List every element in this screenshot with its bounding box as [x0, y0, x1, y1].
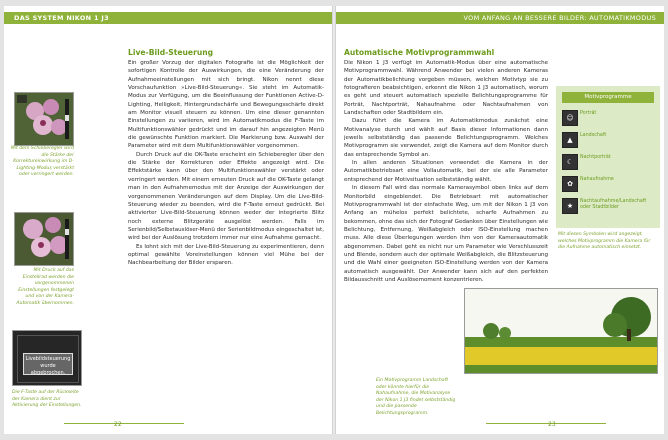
- motif-program-box: [556, 86, 660, 228]
- night-landscape-icon: ★: [562, 198, 578, 214]
- right-footer-rule: [486, 423, 606, 424]
- right-running-header: VOM ANFANG AN BESSERE BILDER: AUTOMATIKMODUS: [463, 14, 656, 22]
- closeup-icon: ✿: [562, 176, 578, 192]
- left-header-bar: [4, 12, 332, 24]
- orchid-dlighting-image: [15, 93, 73, 145]
- landscape-photo: [464, 288, 658, 374]
- landscape-caption: Ein Motivprogramm Landschaft oder könnte hierfür die Nahaufnahme, die Motivanalyse der Nikon 1 J3 findet selbstständig und die passende Belichtungsprogramm.: [376, 378, 456, 416]
- right-body-text: [344, 59, 548, 284]
- motif-box-title: Motivprogramme: [562, 92, 654, 103]
- left-paragraph: Ein großer Vorzug der digitalen Fotografie ist die Möglichkeit der sofortigen Kontrolle der Auswirkungen, die eine Veränderung der Aufnahmeeinstellungen mit sich bringt. Nikon nennt diese Vorschaufunktion »Live-Bild-Steuerung«. Sie steht im Automatik-Modus zur Verfügung, um die Beeinflussung der Funktionen Active-D-Lighting, Helligkeit, Hintergrundschärfe und Bewegungsschärfe direkt am Monitor visuell steuern zu können. Um eine dieser genannten Einstellungen zu variieren, wird im Automatikmodus die F-Taste im Multifunktionswähler gedrückt und im darauf hin angezeigten Menü die gewünschte Funktion markiert. Die Markierung bzw. Auswahl der Parameter wird mit dem Multifunktionswähler vorgenommen.: [128, 60, 324, 150]
- right-paragraph: Dazu führt die Kamera im Automatikmodus zunächst eine Motivanalyse durch und wählt auf Basis dieser Informationen dann jeweils selbstständig das passende Belichtungsprogramm. Welches Motivprogramm sie verwendet, zeigt die Kamera auf dem Monitor durch das entsprechende Symbol an.: [344, 118, 548, 158]
- left-running-header: DAS SYSTEM NIKON 1 J3: [14, 14, 109, 22]
- left-paragraph: Es lohnt sich mit der Live-Bild-Steuerung zu experimentieren, denn optimal gewählte Voreinstellungen können viel Mühe bei der Nachbearbeitung der Bilder ersparen.: [128, 243, 324, 267]
- right-page: [336, 6, 664, 434]
- motif-label: Nahaufnahme: [580, 177, 614, 182]
- left-section-title: Live-Bild-Steuerung: [128, 48, 214, 57]
- motif-row-landscape: [562, 130, 654, 150]
- motif-label: Nachtaufnahme/Landschaft oder Stadtbilder: [580, 199, 647, 210]
- right-paragraph: In diesem Fall wird das normale Kamerasymbol oben links auf dem Monitorbild eingeblendet. Die Betriebsart mit automatischer Motivprogrammwahl ist der einfachste Weg, um mit der Nikon 1 J3 von Anfang an mühelos perfekt belichtete, scharfe Aufnahmen zu bekommen, ohne das sich der Fotograf Gedanken über Einstellungen wie Belichtung, Entfernung, Weißabgleich oder ISO-Einstellung machen muss. Alle diese Überlegungen werden ihm von der Kameraautomatik abgenommen. Dabei geht es nicht nur um Parameter wie Verschlusszeit und Blende, sondern auch der optimale Weißabgleich, die Blitzsteuerung und die Wahl einer geeigneten ISO-Einstellung werden von der Kamera automatisch ausgewählt. Der Anwender kann sich auf den perfekten Bildausschnitt und Auslösemoment konzentrieren.: [344, 185, 548, 283]
- orchid-adjusted-screen: [14, 212, 74, 266]
- night-portrait-icon: ☾: [562, 154, 578, 170]
- motif-box-note: Mit diesen Symbolen wird angezeigt, welches Motivprogramm die Kamera für die Aufnahme automatisch einsetzt.: [558, 232, 651, 251]
- left-page-number: 22: [114, 421, 122, 428]
- landscape-icon: ▲: [562, 132, 578, 148]
- motif-label: Porträt: [580, 111, 597, 116]
- left-page: [4, 6, 332, 434]
- orchid-adjusted-image: [15, 213, 73, 265]
- motif-row-night-portrait: [562, 152, 654, 172]
- caption-dlighting: Mit dem Schieberegler wird die Stärke der Korrektureinwirkung im D-Lighting-Modus verstärkt oder verringert werden.: [10, 146, 74, 178]
- motif-label: Nachtporträt: [580, 155, 611, 160]
- left-paragraph: Durch Druck auf die OK-Taste erscheint ein Schieberegler über den die Stärke der Korrekturen oder Effekte angezeigt wird. Die Effektstärke kann über den Multifunktionswähler verstärkt oder verringert werden. Mit einem erneuten Druck auf die OK-Taste gelangt man in den Aufnahmemodus mit der Anzeige der Auswirkungen der vorgenommenen Veränderungen auf dem Display. Um die Live-Bild-Steuerung wieder zu beenden, wird die F-Taste erneut gedrückt. Bei aktivierter Live-Bild-Steuerung können weder der integrierte Blitz noch externe Blitzgeräte ausgelöst werden. Falls im Serienbild/Selbstauslöser-Menü der Serienbildmodus eingeschaltet ist, wird bei der Auslösung trotzdem immer nur eine Aufnahme gemacht.: [128, 151, 324, 242]
- motif-label: Landschaft: [580, 133, 607, 138]
- caption-adjusted: Mit Druck auf das Einstellrad werden die vorgenommenen Einstellungen festgelegt und von der Kamera-Automatik übernommen.: [16, 268, 74, 306]
- left-body-text: [128, 59, 324, 268]
- right-paragraph: Die Nikon 1 J3 verfügt im Automatik-Modus über eine automatische Motivprogrammwahl. Während Anwender bei vielen anderen Kameras der Automatikbelichtung vorgeben müssen, welchen Motivtyp sie zu fotografieren beabsichtigen, erkennt die Nikon 1 J3 automatisch, worum es geht und steuert automatisch spezielle Belichtungsprogramme für Porträt, Nachtporträt, Nahaufnahme oder Nachtaufnahmen von Landschaften oder Stadtbildern ein.: [344, 60, 548, 117]
- camera-rear-photo: [12, 330, 82, 386]
- camera-lcd-frame: [17, 335, 79, 383]
- lcd-message: Livebildsteuerung wurde abgebrochen.: [23, 353, 73, 375]
- caption-f-button: Die F-Taste auf der Rückseite der Kamera dient zur Aktivierung der Einstellungen.: [12, 390, 82, 409]
- right-page-number: 23: [548, 421, 556, 428]
- motif-row-portrait: [562, 108, 654, 128]
- motif-row-night-landscape: [562, 196, 654, 216]
- orchid-dlighting-screen: [14, 92, 74, 146]
- right-paragraph: In allen anderen Situationen verwendet die Kamera in der Automatikbetriebsart eine Vollautomatik, bei der sie alle Parameter entsprechend der Motivsituation selbstständig wählt.: [344, 160, 548, 183]
- right-header-bar: [336, 12, 664, 24]
- portrait-icon: ☺: [562, 110, 578, 126]
- right-section-title: Automatische Motivprogrammwahl: [344, 48, 495, 57]
- left-footer-rule: [64, 423, 184, 424]
- landscape-image: [465, 289, 657, 373]
- motif-row-closeup: [562, 174, 654, 194]
